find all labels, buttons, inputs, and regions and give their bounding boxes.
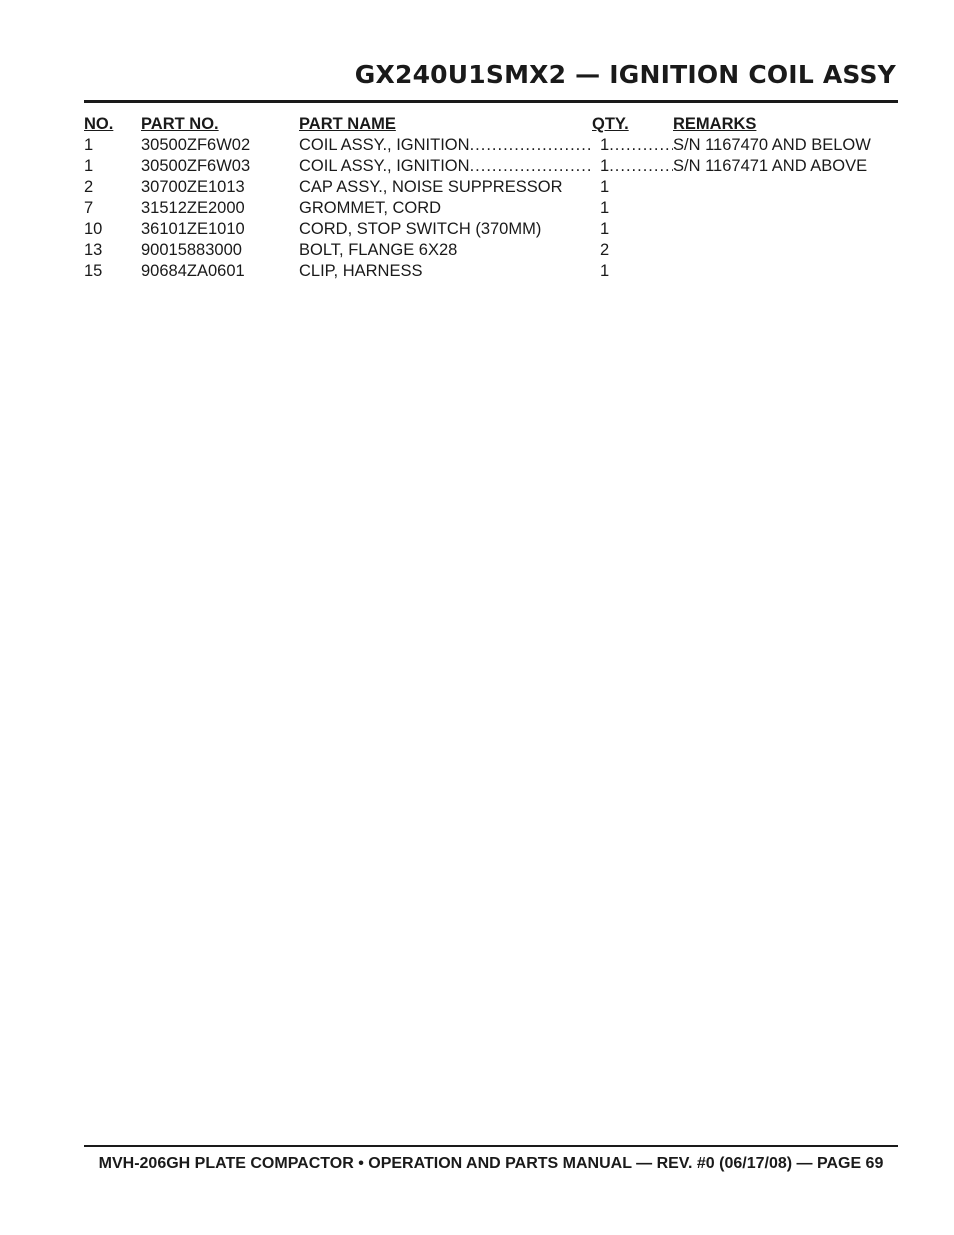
part-name-text: CAP ASSY., NOISE SUPPRESSOR (299, 178, 563, 196)
table-row (84, 240, 898, 261)
cell-part-name (299, 219, 592, 240)
cell-remarks: S/N 1167471 AND ABOVE (673, 157, 868, 175)
cell-no: 10 (84, 220, 103, 238)
qty-text: 1 (600, 178, 610, 196)
page-title: GX240U1SMX2 — IGNITION COIL ASSY (354, 60, 896, 89)
table-row (84, 135, 898, 156)
cell-part-no: 90684ZA0601 (141, 262, 245, 280)
cell-part-no: 90015883000 (141, 241, 242, 259)
qty-text: 1 (600, 262, 610, 280)
qty-text: 2 (600, 241, 610, 259)
qty-text: 1 (600, 220, 610, 238)
cell-qty (592, 198, 673, 219)
footer-divider (84, 1145, 898, 1147)
cell-remarks (673, 261, 898, 282)
cell-qty (592, 135, 673, 156)
part-name-text: BOLT, FLANGE 6X28 (299, 241, 458, 259)
column-header-qty: QTY. (592, 115, 629, 133)
table-header-row (84, 114, 898, 135)
dot-leader (609, 135, 673, 156)
cell-qty (592, 219, 673, 240)
qty-text: 1 (600, 136, 610, 154)
cell-qty (592, 240, 673, 261)
cell-remarks: S/N 1167470 AND BELOW (673, 136, 871, 154)
column-header-part-name: PART NAME (299, 115, 396, 133)
cell-part-name (299, 156, 592, 177)
table-row (84, 156, 898, 177)
part-name-text: GROMMET, CORD (299, 199, 442, 217)
column-header-part-no: PART NO. (141, 115, 219, 133)
cell-part-no: 30500ZF6W02 (141, 136, 251, 154)
cell-part-no: 36101ZE1010 (141, 220, 245, 238)
cell-part-no: 31512ZE2000 (141, 199, 245, 217)
table-row (84, 177, 898, 198)
cell-part-name (299, 198, 592, 219)
qty-text: 1 (600, 157, 610, 175)
cell-no: 2 (84, 178, 94, 196)
cell-part-name (299, 135, 592, 156)
qty-text: 1 (600, 199, 610, 217)
column-header-no: NO. (84, 115, 114, 133)
part-name-text: CORD, STOP SWITCH (370MM) (299, 220, 542, 238)
part-name-text: COIL ASSY., IGNITION (299, 136, 470, 154)
parts-table-body (84, 135, 898, 282)
cell-no: 1 (84, 157, 94, 175)
part-name-text: CLIP, HARNESS (299, 262, 423, 280)
cell-no: 7 (84, 199, 94, 217)
cell-qty (592, 156, 673, 177)
cell-qty (592, 261, 673, 282)
table-row (84, 198, 898, 219)
cell-part-name (299, 261, 592, 282)
table-row (84, 261, 898, 282)
cell-remarks (673, 177, 898, 198)
cell-part-name (299, 177, 592, 198)
cell-part-name (299, 240, 592, 261)
cell-remarks (673, 198, 898, 219)
page-footer: MVH-206GH PLATE COMPACTOR • OPERATION AND PARTS MANUAL — REV. #0 (06/17/08) — PAGE 69 (98, 1155, 884, 1172)
dot-leader (470, 135, 592, 156)
title-divider (84, 100, 898, 103)
parts-list-table (84, 114, 898, 282)
table-row (84, 219, 898, 240)
cell-part-no: 30700ZE1013 (141, 178, 245, 196)
part-name-text: COIL ASSY., IGNITION (299, 157, 470, 175)
cell-part-no: 30500ZF6W03 (141, 157, 251, 175)
column-header-remarks: REMARKS (673, 115, 757, 133)
dot-leader (470, 156, 592, 177)
cell-remarks (673, 240, 898, 261)
cell-no: 13 (84, 241, 103, 259)
cell-qty (592, 177, 673, 198)
cell-no: 15 (84, 262, 103, 280)
cell-no: 1 (84, 136, 94, 154)
dot-leader (609, 156, 673, 177)
cell-remarks (673, 219, 898, 240)
